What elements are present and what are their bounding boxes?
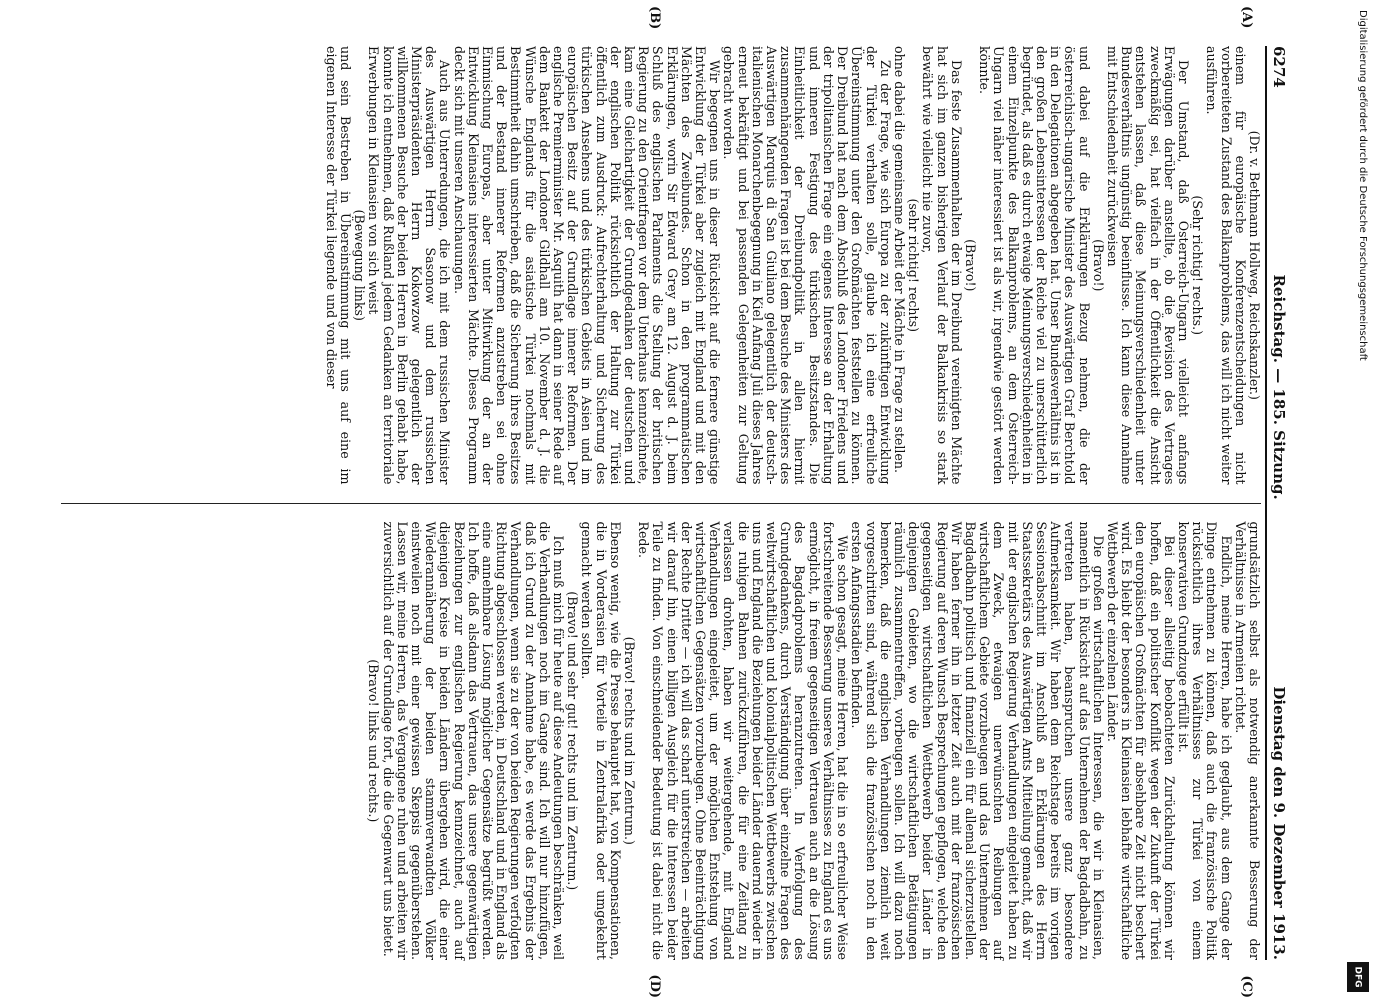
paragraph: Wir begegnen uns in dieser Rücksicht auf die fernere günstige Entwicklung der Türkei aber zugleich mit England und mit den Mächten des Zweibundes. Schon in den programmatischen Erklärungen, worin Sir Edward Grey am 12. August d. J. beim Schluß des englischen Parlaments die Stellung der britischen Regierung zu den Orientfragen vor dem Unterhaus kennzeichnete, kam eine Gleichartigkeit der Grundgedanken der deutschen und der englischen Politik rücksichtlich der Haltung zur Türkei öffentlich zum Ausdruck: Aufrechterhaltung und Sicherung des türkischen Ansehens und des türkischen Gebiets in Asien und im europäischen Besitz auf der Grundlage innerer Reformen. Der englische Premierminister Mr. Asquith hat dann in seiner Rede auf dem Bankett der Londoner Gildhall am 10. November d. J. die Wünsche Englands für die asiatische Türkei nochmals mit Bestimmtheit dahin umschrieben, daß die Sicherung ihres Besitzes und der Bestand innerer Reformen anzustreben sei ohne Einmischung Europas, aber unter Mitwirkung der an der Entwicklung Kleinasiens interessierten Mächte. Dieses Programm deckt sich mit unseren Anschauungen. — [451, 46, 723, 485]
interjection: (Bravo!) — [962, 239, 978, 292]
interjection: (sehr richtig! rechts) — [906, 198, 922, 332]
interjection: (Bewegung links) — [352, 209, 368, 321]
paragraph: einem für europäische Konferenzentscheidungen nicht vorbereiteten Zustand des Balkanproblems, das will ich nicht weiter ausführen. — [1204, 46, 1248, 485]
margin-mark-a: (A) — [1239, 6, 1254, 29]
paragraph: ohne dabei die gemeinsame Arbeit der Mächte in Frage zu stellen. — [891, 46, 907, 473]
left-column — [61, 6, 1262, 485]
dfg-logo-text: DFG — [1352, 966, 1363, 988]
margin-mark-d: (D) — [647, 974, 662, 998]
paragraph: und sein Bestreben in Übereinstimmung mit uns auf eine im eigenen Interesse der Türkei liegende und von dieser — [323, 46, 353, 485]
page-title: Reichstag. — 185. Sitzung. — [1270, 274, 1288, 500]
paragraph: Auch aus Unterredungen, die ich mit dem russischen Minister des Auswärtigen Herrn Sasonow und dem russischen Ministerpräsidenten Herrn Kokowzow gelegentlich der willkommenen Besuche der beiden Herren in Berlin gehabt habe, konnte ich entnehmen, daß Rußland jedem Gedanken an territoriale Erwerbungen in Kleinasien von sich weist — [366, 46, 453, 485]
margin-mark-b: (B) — [647, 6, 662, 30]
dfg-logo — [1347, 962, 1369, 992]
interjection: (Bravo! und sehr gut! rechts und im Zentrum.) — [565, 591, 581, 891]
paragraph: Bei dieser allseitig beobachteten Zurückhaltung können wir hoffen, daß ein politischer Konflikt wegen der Zukunft der Türkei den europäischen Großmächten für absehbare Zeit nicht beschert wird. Es bleibt der besonders in Kleinasien lebhafte wirtschaftliche Wettbewerb der einzelnen Länder. — [1104, 521, 1177, 960]
page-number: 6274 — [1270, 46, 1288, 88]
page-header — [1265, 46, 1288, 960]
funding-sidebar — [1346, 10, 1376, 990]
paragraph: Ich muß mich für heute auf diese Andeutungen beschränken, weil die Verhandlungen noch im Gange sind. Ich will nur hinzufügen, daß ich Grund zu der Annahme habe, es werde das Ergebnis der Verhandlungen, wenn sie zu der von beiden Regierungen verfolgten Richtung abgeschlossen werden, in Deutschland und in England als eine annehmbare Lösung möglicher Gegensätze begrüßt werden. Ich hoffe, daß alsdann das Vertrauen, das unsere gegenwärtigen Beziehungen zur englischen Regierung kennzeichnet, auch auf diejenigen Kreise in beiden Ländern übergehen wird, die einer Wiederannäherung der beiden stammverwandten Völker einstweilen noch mit einer gewissen Skepsis gegenüberstehen. Lassen wir, meine Herren, das Vergangene ruhen und arbeiten wir zuversichtlich auf der Grundlage fort, die die Gegenwart uns bietet. — [380, 521, 567, 960]
text-columns — [61, 6, 1262, 998]
paragraph: Zu der Frage, wie sich Europa zu der zukünftigen Entwicklung der Türkei verhalten solle, glaube ich eine erfreuliche Übereinstimmung unter den Großmächten feststellen zu können. Der Dreibund hat nach dem Abschluß des Londoner Friedens und der tripolitanischen Frage ein eigenes Interesse an der Erhaltung und inneren Festigung des türkischen Besitzstandes. Die Einheitlichkeit der Dreibundpolitik in allen hiermit zusammenhängenden Fragen ist bei dem Besuche des Ministers des Auswärtigen Marquis di San Giuliano gelegentlich der deutsch-italienischen Monarchenbegegnung in Kiel Anfang Juli dieses Jahres erneut bekräftigt und bei passenden Gelegenheiten zur Geltung gebracht worden. — [721, 46, 893, 485]
paragraph: grundsätzlich selbst als notwendig anerkannte Besserung der Verhältnisse in Armenien richtet. — [1232, 521, 1262, 960]
paragraph: Das feste Zusammenhalten der im Dreibund vereinigten Mächte hat sich im ganzen bisherigen Verlauf der Balkankrisis so stark bewährt wie vielleicht nie zuvor, — [920, 46, 964, 485]
interjection: (Bravo! rechts und im Zentrum.) — [622, 636, 638, 845]
column-divider — [61, 503, 1261, 504]
interjection: (Bravo!) — [1090, 239, 1106, 292]
paragraph: Wie schon gesagt, meine Herren, hat die in so erfreulicher Weise fortschreitende Besserung unseres Verhältnisses zu England es uns ermöglicht, in freiem gegenseitigen Vertrauen auch an die Lösung des Bagdadproblems heranzutreten. In Verfolgung des Grundgedankens, durch Verständigung über einzelne Fragen des weltwirtschaftlichen und kolonialpolitischen Wettbewerbs zwischen uns und England die Beziehungen beider Länder dauernd wieder in die ruhigen Bahnen zurückzuführen, die für eine Zeitlang zu verlassen drohten, haben wir weitergehende, mit England Verhandlungen eingeleitet, um der möglichen Entstehung von wirtschaftlichen Gegensätzen vorzubeugen. Ohne Beeinträchtigung der Rechte Dritter — ich will das scharf unterstreichen — arbeiten wir darauf hin, einen billigen Ausgleich für die Interessen beider Teile zu finden. Von einschneidender Bedeutung ist dabei nicht die Rede. — [636, 521, 851, 960]
paragraph: Endlich, meine Herren, habe ich geglaubt, aus dem Gange der Dinge entnehmen zu können, daß auch die französische Politik rücksichtlich ihres Verhältnisses zur Türkei von einem konservativen Grundzuge erfüllt ist. — [1175, 521, 1234, 960]
margin-mark-c: (C) — [1239, 975, 1254, 998]
paragraph: Die großen wirtschaftlichen Interessen, die wir in Kleinasien, namentlich in Rücksicht auf das Unternehmen der Bagdadbahn, zu vertreten haben, beanspruchen unsere ganz besondere Aufmerksamkeit. Wir haben dem Reichstage bereits im vorigen Sessionsabschnitt im Anschluß an Erklärungen des Herrn Staatssekretärs des Auswärtigen Amts Mitteilung gemacht, daß wir mit der englischen Regierung Verhandlungen eingeleitet haben zu dem Zweck, etwaigen unerwünschten Reibungen auf wirtschaftlichem Gebiete vorzubeugen und das Unternehmen der Bagdadbahn politisch und finanziell ein für allemal sicherzustellen. Wir haben ferner ihn in letzter Zeit auch mit der französischen Regierung auf deren Wunsch Besprechungen gepflogen, welche den gegenseitigen wirtschaftlichen Wettbewerb beider Länder in denjenigen Gebieten, wo die wirtschaftlichen Betätigungen räumlich zusammentreffen, vorbeugen sollen. Ich will dazu noch bemerken, daß die englischen Verhandlungen ziemlich weit vorgeschritten sind, während sich die französischen noch in den ersten Anfangsstadien befinden. — [849, 521, 1106, 960]
interjection: (Sehr richtig! rechts.) — [1190, 195, 1206, 336]
paragraph: Ebenso wenig, wie die Presse behauptet hat, von Kompensationen, die in Vorderasien für Vorteile in Zentralafrika oder umgekehrt gemacht werden sollten. — [579, 521, 623, 960]
paragraph: Der Umstand, daß Österreich-Ungarn vielleicht anfangs Erwägungen darüber anstellte, ob die Revision des Vertrages zweckmäßig sei, hat vielfach in der Öffentlichkeit die Ansicht entstehen lassen, daß diese Meinungsverschiedenheit unter Bundesverhältnis ungünstig beeinflusse. Ich kann diese Annahme mit Entschiedenheit zurückweisen — [1104, 46, 1191, 485]
paragraph: und dabei auf die Erklärungen Bezug nehmen, die der österreichisch-ungarische Minister des Auswärtigen Graf Berchtold in den Delegationen abgegeben hat. Unser Bundesverhältnis ist in den großen Lebensinteressen der Reiche viel zu unerschütterlich begründet, als daß es durch etwaige Meinungsverschiedenheiten in einem Einzelpunkte des Balkanproblems, an dem Österreich-Ungarn viel näher interessiert ist als wir, irgendwie gestört werden könnte. — [977, 46, 1092, 485]
speaker-line: (Dr. v. Bethmann Hollweg, Reichskanzler.) — [1247, 130, 1262, 400]
interjection: (Bravo! links und rechts.) — [366, 659, 382, 823]
right-column — [61, 521, 1262, 998]
funding-text: Digitalisierung gefördert durch die Deutsche Forschungsgemeinschaft — [1357, 10, 1368, 361]
page-date: Dienstag den 9. Dezember 1913. — [1270, 686, 1288, 960]
